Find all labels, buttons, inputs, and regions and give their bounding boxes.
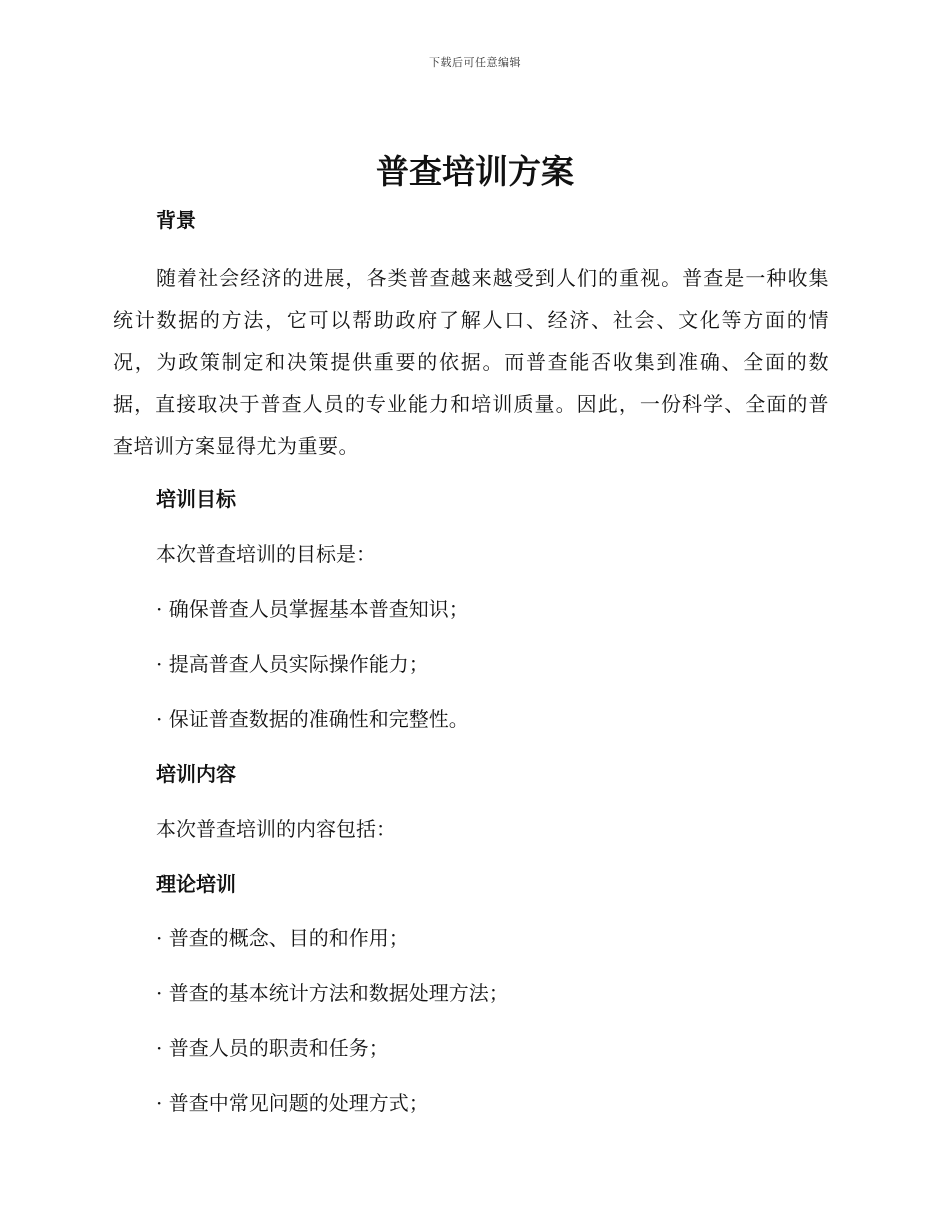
theory-list-item: · 普查的基本统计方法和数据处理方法； xyxy=(156,981,509,1005)
heading-training-content: 培训内容 xyxy=(156,762,236,786)
goals-list-item: · 保证普查数据的准确性和完整性。 xyxy=(156,707,469,731)
theory-list-item: · 普查中常见问题的处理方式； xyxy=(156,1091,429,1115)
theory-list-item: · 普查人员的职责和任务； xyxy=(156,1036,389,1060)
page-header-note: 下载后可任意编辑 xyxy=(429,56,521,69)
document-title: 普查培训方案 xyxy=(376,152,574,191)
heading-background: 背景 xyxy=(156,208,196,232)
goals-intro: 本次普查培训的目标是： xyxy=(156,542,376,566)
theory-list-item: · 普查的概念、目的和作用； xyxy=(156,926,409,950)
goals-list-item: · 确保普查人员掌握基本普查知识； xyxy=(156,597,469,621)
content-intro: 本次普查培训的内容包括： xyxy=(156,817,396,841)
background-paragraph: 随着社会经济的进展，各类普查越来越受到人们的重视。普查是一种收集统计数据的方法，它可以帮助政府了解人口、经济、社会、文化等方面的情况，为政策制定和决策提供重要的依据。而普查能否收集到准确、全面的数据，直接取决于普查人员的专业能力和培训质量。因此，一份科学、全面的普查培训方案显得尤为重要。 xyxy=(113,266,829,458)
heading-theory-training: 理论培训 xyxy=(156,872,236,896)
goals-list-item: · 提高普查人员实际操作能力； xyxy=(156,652,429,676)
heading-training-goals: 培训目标 xyxy=(156,487,236,511)
